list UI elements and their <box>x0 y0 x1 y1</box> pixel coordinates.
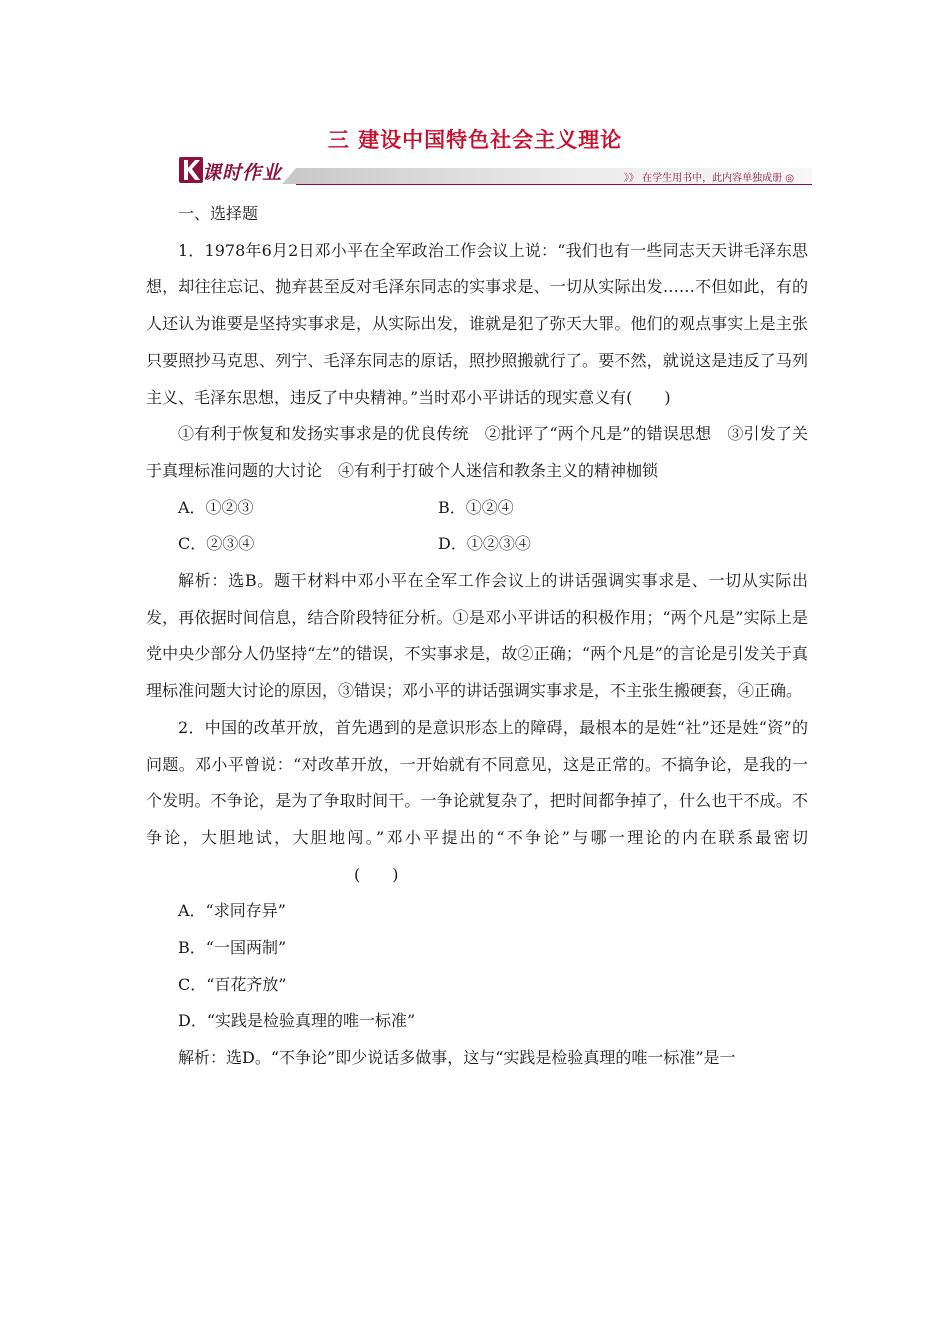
k-logo-icon <box>178 156 204 184</box>
banner-underline <box>296 184 812 185</box>
section-banner <box>178 156 812 186</box>
banner-bar <box>296 168 812 184</box>
question-1-option-d: D．①②③④ <box>438 534 531 554</box>
section-heading: 一、选择题 <box>178 204 259 223</box>
question-1-options-row-1 <box>146 490 808 527</box>
question-2-option-b: B．“一国两制” <box>178 938 287 958</box>
banner-note: 》》 在学生用书中，此内容单独成册 ◎ <box>623 173 794 184</box>
banner-label: 课时作业 <box>202 162 283 184</box>
question-1-analysis: 解析：选B。题干材料中邓小平在全军工作会议上的讲话强调实事求是、一切从实际出发，再依据时间信息，结合阶段特征分析。①是邓小平讲话的积极作用；“两个凡是”实际上是党中央少部分人仍坚持“左”的错误，不实事求是，故②正确；“两个凡是”的言论是引发关于真理标准问题大讨论的原因，③错误；邓小平的讲话强调实事求是，不主张生搬硬套，④正确。 <box>146 571 808 701</box>
question-2-stem-text: 2．中国的改革开放，首先遇到的是意识形态上的障碍，最根本的是姓“社”还是姓“资”的问题。邓小平曾说：“对改革开放，一开始就有不同意见，这是正常的。不搞争论，是我的一个发明。不争论，是为了争取时间干。一争论就复杂了，把时间都争掉了，什么也干不成。不争论，大胆地试，大胆地闯。”邓小平提出的“不争论”与哪一理论的内在联系最密切 <box>146 717 808 847</box>
question-2-answer-paren: ( ) <box>354 864 399 884</box>
page-title: 三 建设中国特色社会主义理论 <box>327 128 623 152</box>
question-1-options-row-2 <box>146 526 808 563</box>
question-1-option-c: C．②③④ <box>178 534 255 554</box>
question-2-stem <box>146 710 808 894</box>
question-2-option-c: C．“百花齐放” <box>178 974 287 994</box>
question-1-statements: ①有利于恢复和发扬实事求是的优良传统 ②批评了“两个凡是”的错误思想 ③引发了关于真理标准问题的大讨论 ④有利于打破个人迷信和教条主义的精神枷锁 <box>146 424 808 480</box>
question-2-analysis: 解析：选D。“不争论”即少说话多做事，这与“实践是检验真理的唯一标准”是一 <box>178 1048 736 1068</box>
question-1-option-a: A．①②③ <box>178 497 254 517</box>
question-1-option-b: B．①②④ <box>438 497 514 517</box>
question-2-option-d: D．“实践是检验真理的唯一标准” <box>178 1011 416 1031</box>
question-1-stem: 1．1978年6月2日邓小平在全军政治工作会议上说：“我们也有一些同志天天讲毛泽东思想，却往往忘记、抛弃甚至反对毛泽东同志的实事求是、一切从实际出发……不但如此，有的人还认为谁要是坚持实事求是，从实际出发，谁就是犯了弥天大罪。他们的观点事实上是主张只要照抄马克思、列宁、毛泽东同志的原话，照抄照搬就行了。要不然，就说这是违反了马列主义、毛泽东思想，违反了中央精神。”当时邓小平讲话的现实意义有( ) <box>146 240 808 407</box>
question-2-option-a: A．“求同存异” <box>178 901 286 921</box>
document-body <box>146 196 808 1077</box>
